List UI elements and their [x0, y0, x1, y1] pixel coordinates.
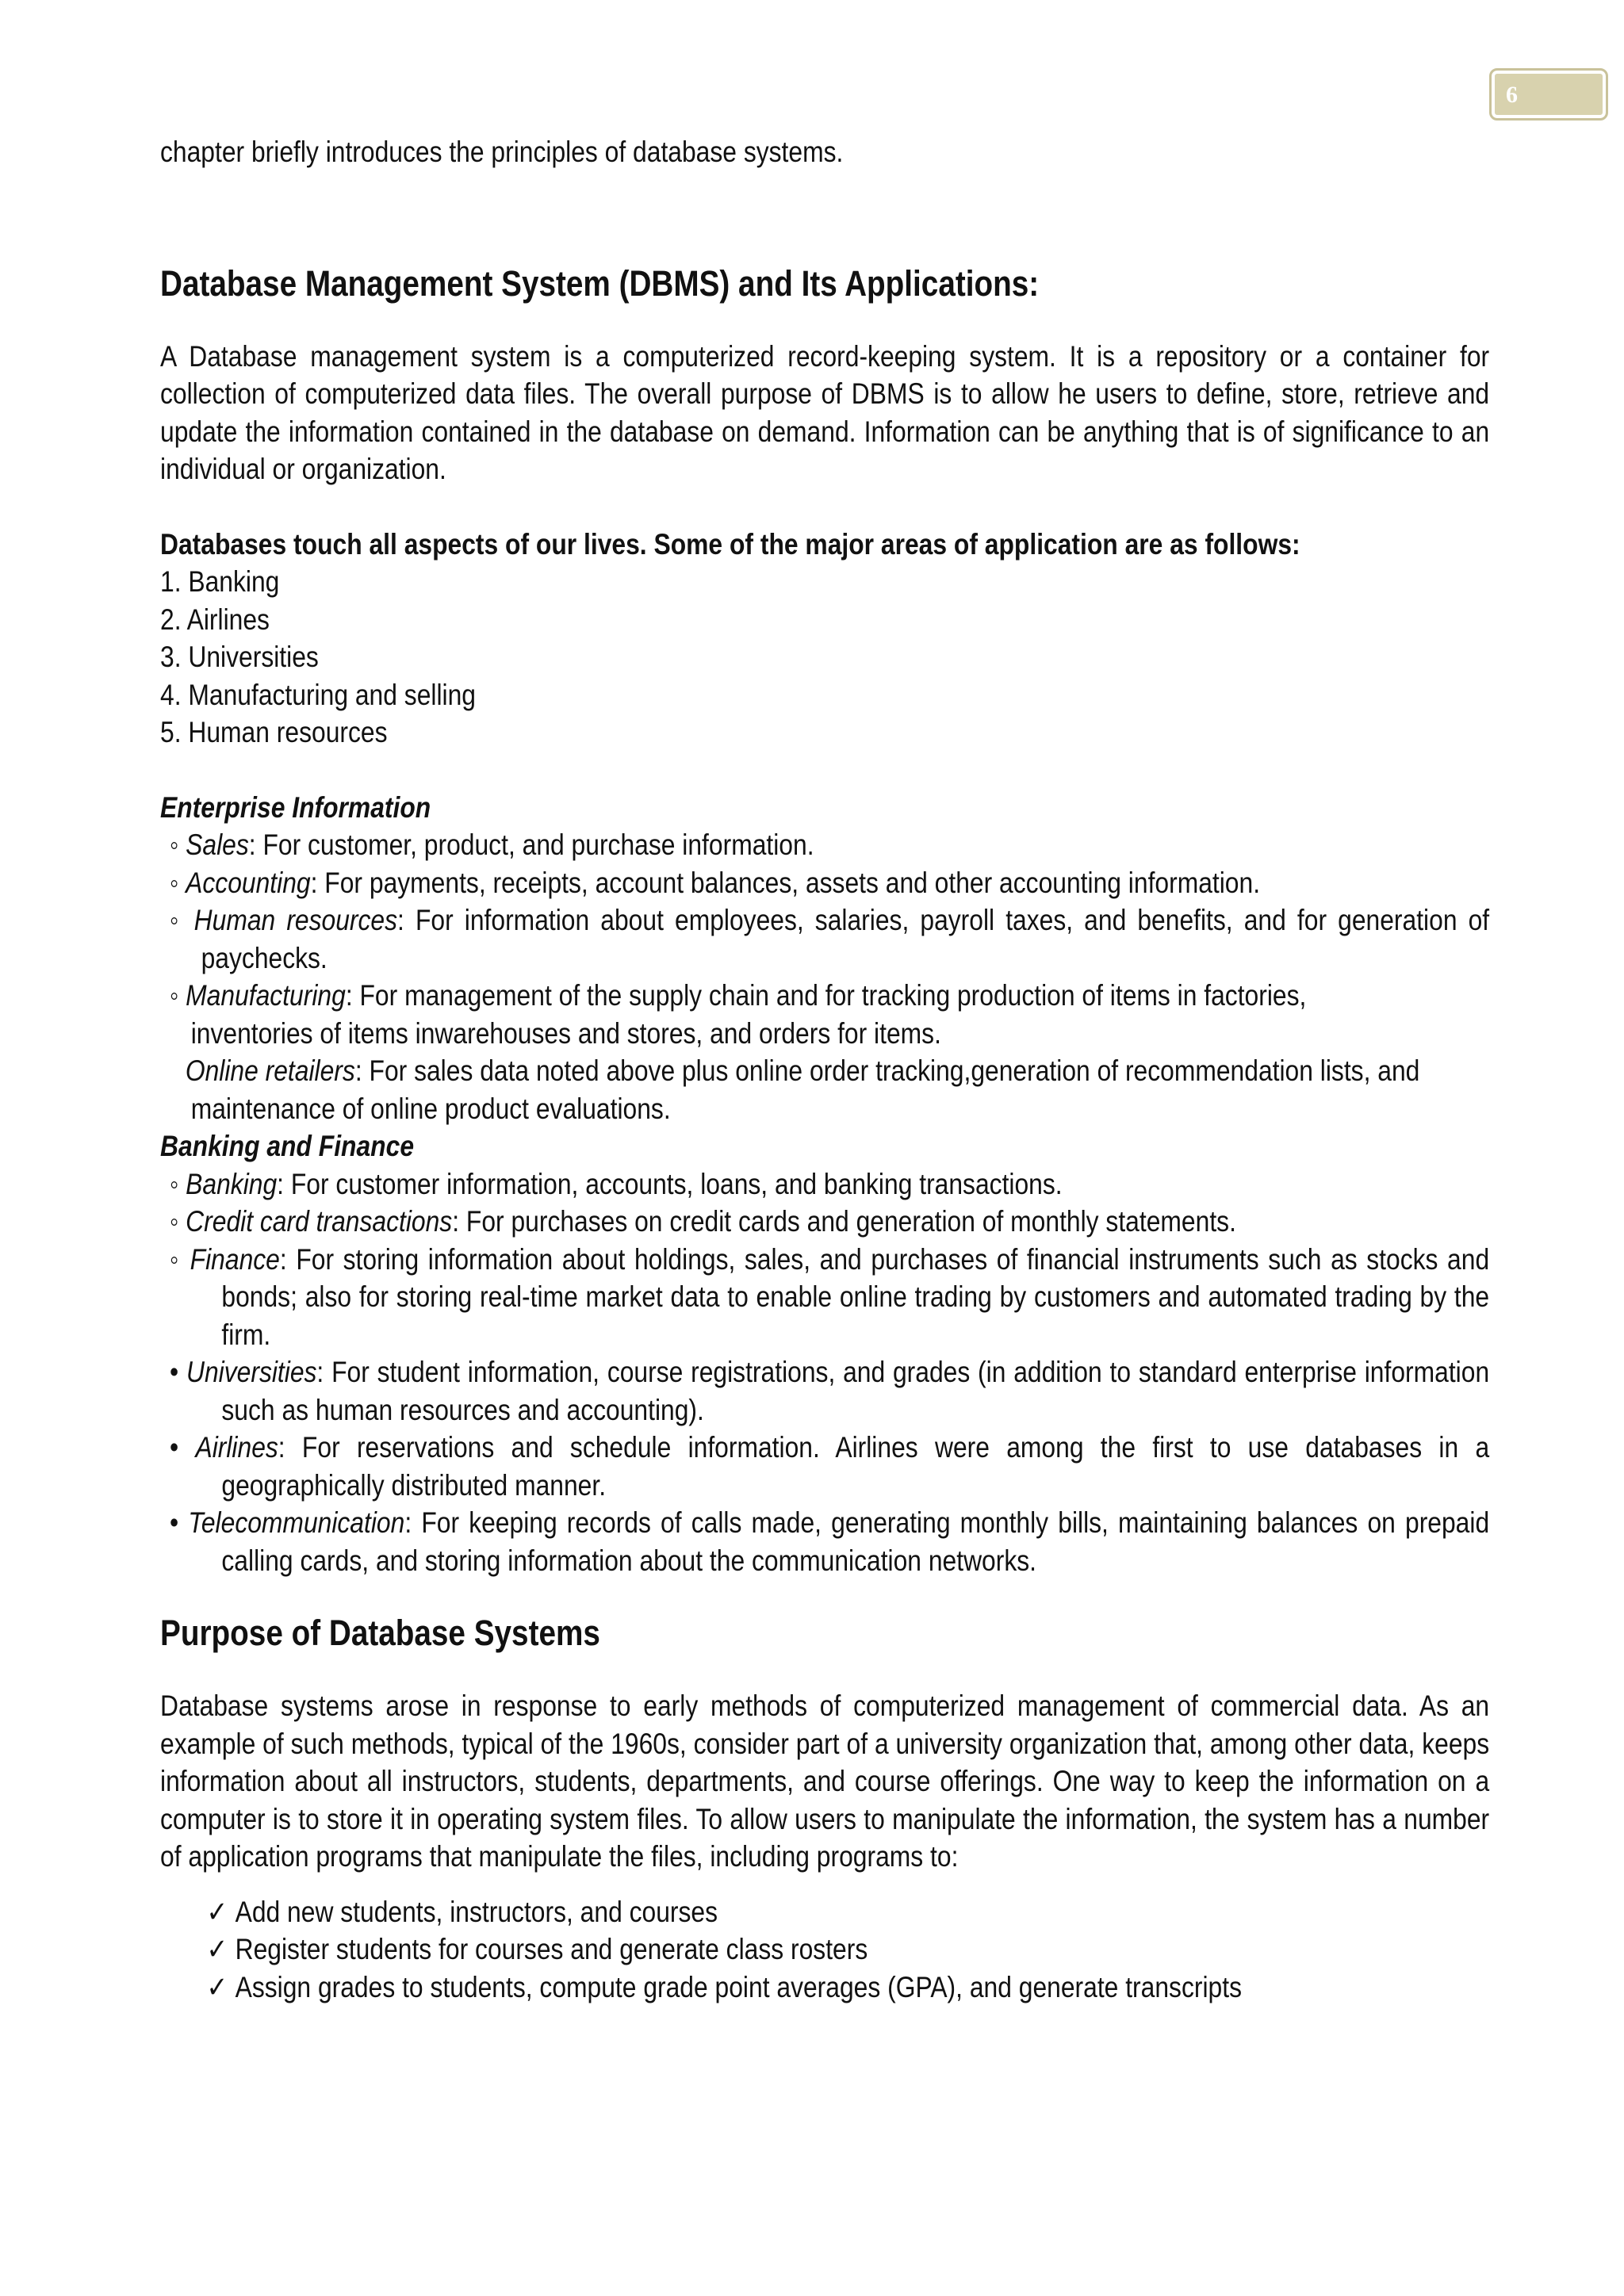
manufacturing-continuation: inventories of items inwarehouses and stores, and orders for items.: [190, 1016, 941, 1050]
enterprise-item: ◦ Human resources: For information about employees, salaries, payroll taxes, and benefits, and for generation of paychecks.: [170, 904, 1490, 974]
area-item: 1. Banking: [160, 565, 280, 598]
banking-item: ◦ Banking: For customer information, accounts, loans, and banking transactions.: [170, 1167, 1063, 1200]
domain-bullet-item: • Telecommunication: For keeping records of calls made, generating monthly bills, maintaining balances on prepaid calling cards, and storing information about the communication networks.: [170, 1506, 1490, 1577]
intro-text: chapter briefly introduces the principles of database systems.: [160, 136, 844, 168]
banking-item: ◦ Credit card transactions: For purchases on credit cards and generation of monthly statements.: [170, 1205, 1236, 1238]
online-continuation: maintenance of online product evaluations.: [190, 1092, 671, 1125]
checklist-item: ✓ Add new students, instructors, and courses: [160, 1893, 1489, 1931]
area-item: 5. Human resources: [160, 716, 388, 748]
area-item: 2. Airlines: [160, 603, 270, 636]
checklist-item: ✓ Register students for courses and generate class rosters: [160, 1931, 1489, 1969]
program-checklist: [160, 1893, 1489, 2007]
checklist-item: ✓ Assign grades to students, compute grade point averages (GPA), and generate transcripts: [160, 1969, 1489, 2007]
check-mark-icon: ✓: [206, 1970, 228, 2003]
purpose-heading: Purpose of Database Systems: [160, 1613, 600, 1653]
document-body: [160, 133, 1489, 2006]
purpose-paragraph: Database systems arose in response to early methods of computerized management of commercial data. As an example of such methods, typical of the 1960s, consider part of a university organization that, among other data, keeps information about all instructors, students, departments, and course offerings. One way to keep the information on a computer is to store it in operating system files. To allow users to manipulate the information, the system has a number of application programs that manipulate the files, including programs to:: [160, 1689, 1490, 1873]
areas-intro: Databases touch all aspects of our lives. Some of the major areas of application are as follows:: [160, 527, 1300, 561]
enterprise-heading: Enterprise Information: [160, 790, 431, 824]
enterprise-item: ◦ Accounting: For payments, receipts, account balances, assets and other accounting information.: [170, 866, 1261, 899]
area-item: 3. Universities: [160, 641, 319, 673]
finance-item: ◦ Finance: For storing information about holdings, sales, and purchases of financial instruments such as stocks and bonds; also for storing real-time market data to enable online trading by customers and automated trading by the firm.: [170, 1242, 1490, 1351]
page-number-badge: [1489, 68, 1608, 121]
domain-bullet-item: • Universities: For student information, course registrations, and grades (in addition to standard enterprise information such as human resources and accounting).: [170, 1356, 1490, 1426]
domain-bullet-item: • Airlines: For reservations and schedule information. Airlines were among the first to use databases in a geographically distributed manner.: [170, 1431, 1490, 1502]
dbms-heading: Database Management System (DBMS) and Its Applications:: [160, 262, 1040, 304]
area-item: 4. Manufacturing and selling: [160, 678, 477, 711]
banking-heading: Banking and Finance: [160, 1130, 415, 1162]
dbms-paragraph: A Database management system is a computerized record-keeping system. It is a repository or a container for collection of computerized data files. The overall purpose of DBMS is to allow he users to define, store, retrieve and update the information contained in the database on demand. Information can be anything that is of significance to an individual or organization.: [160, 339, 1490, 485]
check-mark-icon: ✓: [206, 1933, 228, 1965]
enterprise-item: ◦ Manufacturing: For management of the supply chain and for tracking production of items in factories,: [170, 979, 1307, 1012]
page-number: 6: [1506, 82, 1518, 108]
check-mark-icon: ✓: [206, 1895, 228, 1928]
enterprise-item: ◦ Sales: For customer, product, and purchase information.: [170, 828, 814, 861]
online-retailers-item: Online retailers: For sales data noted above plus online order tracking,generation of recommendation lists, and: [185, 1054, 1420, 1087]
